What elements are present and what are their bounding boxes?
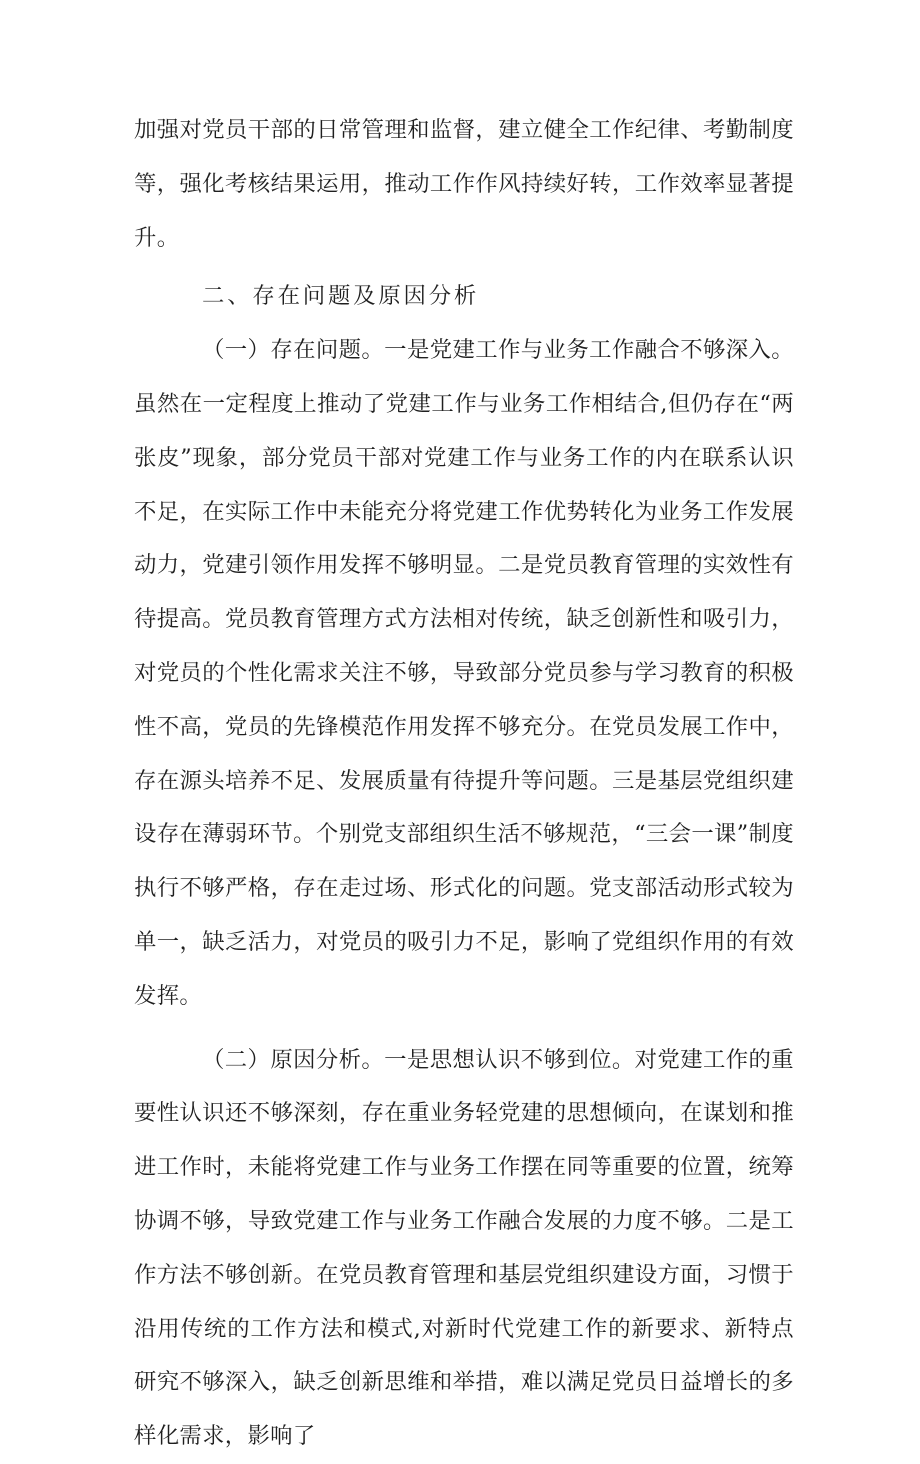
paragraph-gap — [134, 1024, 794, 1034]
document-body — [134, 104, 794, 1464]
section-heading: 二、存在问题及原因分析 — [202, 283, 480, 310]
continued-paragraph: 加强对党员干部的日常管理和监督，建立健全工作纪律、考勤制度等，强化考核结果运用，推动工作作风持续好转，工作效率显著提升。 — [134, 117, 794, 251]
problems-paragraph: （一）存在问题。一是党建工作与业务工作融合不够深入。虽然在一定程度上推动了党建工作与业务工作相结合,但仍存在“两张皮”现象，部分党员干部对党建工作与业务工作的内在联系认识不足，在实际工作中未能充分将党建工作优势转化为业务工作发展动力，党建引领作用发挥不够明显。二是党员教育管理的实效性有待提高。党员教育管理方式方法相对传统，缺乏创新性和吸引力，对党员的个性化需求关注不够，导致部分党员参与学习教育的积极性不高，党员的先锋模范作用发挥不够充分。在党员发展工作中，存在源头培养不足、发展质量有待提升等问题。三是基层党组织建设存在薄弱环节。个别党支部组织生活不够规范，“三会一课”制度执行不够严格，存在走过场、形式化的问题。党支部活动形式较为单一，缺乏活力，对党员的吸引力不足，影响了党组织作用的有效发挥。 — [134, 337, 794, 1009]
causes-paragraph: （二）原因分析。一是思想认识不够到位。对党建工作的重要性认识还不够深刻，存在重业务轻党建的思想倾向，在谋划和推进工作时，未能将党建工作与业务工作摆在同等重要的位置，统筹协调不够，导致党建工作与业务工作融合发展的力度不够。二是工作方法不够创新。在党员教育管理和基层党组织建设方面，习惯于沿用传统的工作方法和模式,对新时代党建工作的新要求、新特点研究不够深入，缺乏创新思维和举措，难以满足党员日益增长的多样化需求，影响了 — [134, 1046, 794, 1450]
